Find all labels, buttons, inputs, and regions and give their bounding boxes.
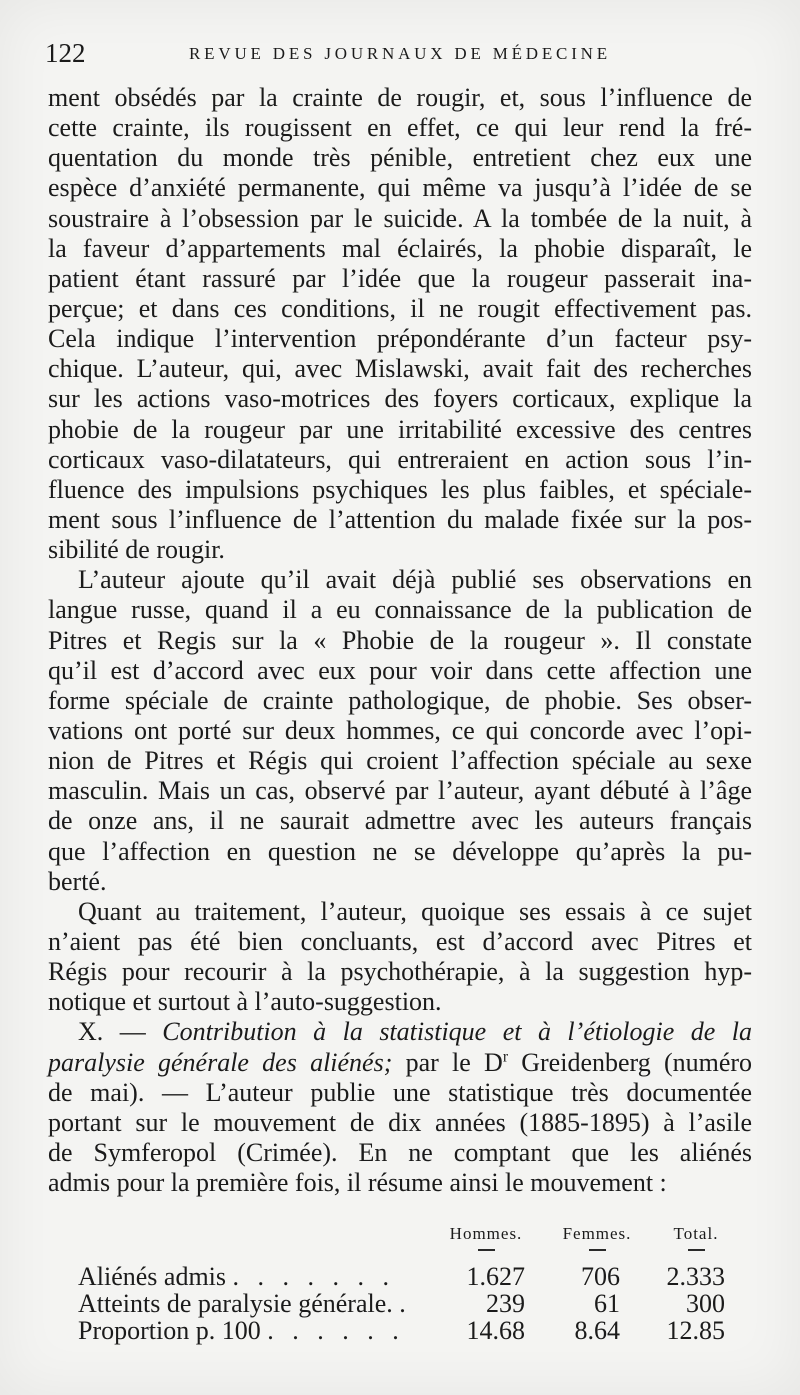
text-line: sibilité de rougir.: [48, 535, 225, 565]
author-name: Greidenberg (numéro: [521, 1047, 753, 1077]
text-line: vations ont porté sur deux hommes, ce qui concorde avec l’opi-: [48, 715, 752, 745]
table-row: [0, 1262, 800, 1292]
dot-leader: .: [399, 1289, 412, 1318]
running-title: REVUE DES JOURNAUX DE MÉDECINE: [189, 44, 611, 63]
text-line: admis pour la première fois, il résume ainsi le mouvement :: [48, 1168, 667, 1198]
section-title: Contribution à la statistique et à l’étiologie de la: [162, 1017, 753, 1047]
cell-total: 2.333: [666, 1262, 725, 1291]
text-line: ment obsédés par la crainte de rougir, et, sous l’influence de: [48, 83, 752, 112]
text-line: patient étant rassuré par l’idée que la rougeur passerait ina-: [48, 263, 752, 293]
row-label: [78, 1316, 405, 1346]
section-heading-line: [48, 1017, 752, 1047]
row-label: [78, 1262, 395, 1292]
cell-total: 12.85: [666, 1316, 725, 1345]
text-line: berté.: [48, 866, 107, 896]
text-line: espèce d’anxiété permanente, qui même va jusqu’à l’idée de se: [48, 173, 752, 203]
text-line: chique. L’auteur, qui, avec Mislawski, avait fait des recherches: [48, 354, 752, 384]
text-line: soustraire à l’obsession par le suicide. A la tombée de la nuit, à: [48, 203, 752, 233]
cell-men: 14.68: [466, 1316, 525, 1345]
text-line: qu’il est d’accord avec eux pour voir dans cette affection une: [48, 655, 752, 685]
row-label-text: Atteints de paralysie générale.: [78, 1289, 393, 1318]
cell-total: 300: [686, 1289, 725, 1318]
cell-women: 8.64: [574, 1316, 620, 1345]
text-line: quentation du monde très pénible, entretient chez eux une: [48, 143, 752, 173]
header-rule: [688, 1249, 705, 1251]
text-line: corticaux vaso-dilatateurs, qui entreraient en action sous l’in-: [48, 444, 752, 474]
author-byline: par le D: [405, 1047, 503, 1077]
section-title-line: [48, 1048, 752, 1078]
text-line: L’auteur ajoute qu’il avait déjà publié ses observations en: [78, 565, 752, 595]
cell-women: 706: [581, 1262, 620, 1291]
cell-women: 61: [594, 1289, 620, 1318]
header-rule: [478, 1249, 495, 1251]
article-body: [48, 83, 752, 1198]
doctor-abbrev-superscript: r: [502, 1048, 509, 1066]
em-dash: —: [119, 1017, 146, 1047]
text-line: langue russe, quand il a eu connaissance de la publication de: [48, 595, 752, 625]
text-line: que l’affection en question ne se développe qu’après la pu-: [48, 836, 752, 866]
header-rule: [589, 1249, 606, 1251]
section-title-continued: paralysie générale des aliénés;: [48, 1047, 393, 1077]
dot-leader: . . . . . . .: [232, 1262, 396, 1291]
section-number: X.: [78, 1017, 104, 1047]
text-line: Quant au traitement, l’auteur, quoique ses essais à ce sujet: [78, 896, 752, 926]
text-line: masculin. Mais un cas, observé par l’auteur, ayant débuté à l’âge: [48, 776, 752, 806]
text-line: fluence des impulsions psychiques les plus faibles, et spéciale-: [48, 474, 752, 504]
text-line: sur les actions vaso-motrices des foyers corticaux, explique la: [48, 384, 752, 414]
text-line: de onze ans, il ne saurait admettre avec les auteurs français: [48, 806, 752, 836]
table-row: [0, 1289, 800, 1319]
column-header-total: Total.: [673, 1224, 719, 1243]
text-line: notique et surtout à l’auto-suggestion.: [48, 987, 442, 1017]
text-line: de mai). — L’auteur publie une statistique très documentée: [48, 1077, 752, 1107]
text-line: ment sous l’influence de l’attention du malade fixée sur la pos-: [48, 504, 752, 534]
text-line: portant sur le mouvement de dix années (1885-1895) à l’asile: [48, 1107, 752, 1137]
text-line: cette crainte, ils rougissent en effet, ce qui leur rend la fré-: [48, 113, 752, 143]
text-line: nion de Pitres et Régis qui croient l’affection spéciale au sexe: [48, 746, 752, 776]
cell-men: 1.627: [466, 1262, 525, 1291]
text-line: de Symferopol (Crimée). En ne comptant que les aliénés: [48, 1137, 752, 1167]
column-header-women: Femmes.: [562, 1224, 632, 1243]
row-label-text: Aliénés admis: [78, 1262, 227, 1291]
text-line: la faveur d’appartements mal éclairés, la phobie disparaît, le: [48, 233, 752, 263]
table-row: [0, 1316, 800, 1346]
text-line: perçue; et dans ces conditions, il ne rougit effectivement pas.: [48, 293, 752, 323]
row-label: [78, 1289, 412, 1319]
text-line: Régis pour recourir à la psychothérapie, à la suggestion hyp-: [48, 957, 752, 987]
text-line: phobie de la rougeur par une irritabilité excessive des centres: [48, 414, 752, 444]
page-number: 122: [45, 38, 86, 68]
dot-leader: . . . . . .: [267, 1316, 405, 1345]
text-line: n’aient pas été bien concluants, est d’accord avec Pitres et: [48, 926, 752, 956]
text-line: forme spéciale de crainte pathologique, de phobie. Ses obser-: [48, 685, 752, 715]
row-label-text: Proportion p. 100: [78, 1316, 261, 1345]
cell-men: 239: [486, 1289, 525, 1318]
text-line: Pitres et Regis sur la « Phobie de la rougeur ». Il constate: [48, 625, 752, 655]
text-line: Cela indique l’intervention prépondérante d’un facteur psy-: [48, 324, 752, 354]
column-header-men: Hommes.: [449, 1224, 523, 1243]
